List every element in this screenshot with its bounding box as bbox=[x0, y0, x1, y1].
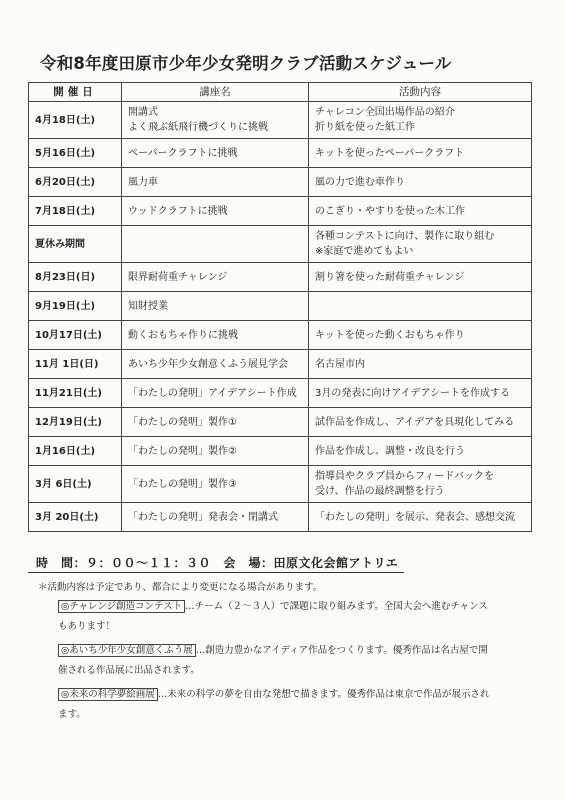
course-name-line: 「わたしの発明」製作① bbox=[128, 416, 237, 428]
activity-content bbox=[309, 350, 532, 379]
activity-content bbox=[309, 292, 532, 321]
course-name-line: 「わたしの発明」アイデアシート作成 bbox=[128, 387, 297, 399]
table-row bbox=[29, 292, 532, 321]
activity-content bbox=[309, 102, 532, 139]
activity-content-line: 「わたしの発明」を展示、発表会、感想交流 bbox=[315, 511, 515, 523]
contest-text-cont: 催される作品展に出品されます。 bbox=[58, 665, 200, 676]
course-name bbox=[122, 379, 309, 408]
course-name-line: 「わたしの発明」発表会・閉講式 bbox=[128, 511, 278, 523]
header-course: 講座名 bbox=[122, 83, 309, 102]
activity-content-line: 受け、作品の最終調整を行う bbox=[315, 486, 445, 497]
contest-text-cont: もあります！ bbox=[58, 621, 116, 632]
schedule-date: 3月 6日(土) bbox=[29, 466, 122, 503]
schedule-date: 夏休み期間 bbox=[29, 226, 122, 263]
activity-content bbox=[309, 139, 532, 168]
schedule-table bbox=[28, 82, 532, 532]
footer-info bbox=[28, 552, 538, 725]
activity-content-line: 名古屋市内 bbox=[315, 358, 365, 370]
contest-description bbox=[58, 685, 538, 725]
table-row bbox=[29, 102, 532, 139]
course-name-line: 限界耐荷重チャレンジ bbox=[128, 271, 228, 283]
table-row bbox=[29, 226, 532, 263]
activity-content-line: ※家庭で進めてもよい bbox=[315, 246, 414, 257]
activity-content-line: 試作品を作成し、アイデアを具現化してみる bbox=[315, 416, 515, 428]
activity-content bbox=[309, 197, 532, 226]
course-name-line: 「わたしの発明」製作② bbox=[128, 445, 237, 457]
course-name-line: ウッドクラフトに挑戦 bbox=[128, 205, 228, 217]
table-row bbox=[29, 168, 532, 197]
activity-content-line: 3月の発表に向けアイデアシートを作成する bbox=[315, 387, 511, 399]
activity-content-line: チャレコン全国出場作品の紹介 bbox=[315, 107, 455, 118]
contest-description bbox=[58, 641, 538, 681]
contest-text-cont: ます。 bbox=[58, 709, 86, 720]
table-row bbox=[29, 263, 532, 292]
contest-description bbox=[58, 597, 538, 637]
activity-content bbox=[309, 263, 532, 292]
table-row bbox=[29, 408, 532, 437]
activity-content bbox=[309, 321, 532, 350]
course-name bbox=[122, 168, 309, 197]
activity-content bbox=[309, 437, 532, 466]
schedule-date: 7月18日(土) bbox=[29, 197, 122, 226]
header-date: 開催日 bbox=[29, 83, 122, 102]
activity-content-line: 作品を作成し、調整・改良を行う bbox=[315, 445, 465, 457]
schedule-date: 4月18日(土) bbox=[29, 102, 122, 139]
activity-content bbox=[309, 379, 532, 408]
schedule-date: 5月16日(土) bbox=[29, 139, 122, 168]
course-name bbox=[122, 408, 309, 437]
schedule-date: 10月17日(土) bbox=[29, 321, 122, 350]
course-name bbox=[122, 102, 309, 139]
activity-content-line: 割り箸を使った耐荷重チャレンジ bbox=[315, 271, 465, 283]
table-row bbox=[29, 197, 532, 226]
contest-text: …創造力豊かなアイディア作品をつくります。優秀作品は名古屋で開 bbox=[195, 645, 488, 656]
course-name bbox=[122, 139, 309, 168]
course-name-line: 動くおもちゃ作りに挑戦 bbox=[128, 329, 238, 341]
contest-name: ◎チャレンジ創造コンテスト bbox=[58, 600, 185, 613]
course-name bbox=[122, 503, 309, 532]
activity-content-line: 指導員やクラブ員からフィードバックを bbox=[315, 471, 494, 482]
contest-text: …未来の科学の夢を自由な発想で描きます。優秀作品は東京で作品が展示され bbox=[157, 689, 490, 700]
activity-content-line: のこぎり・やすりを使った木工作 bbox=[315, 205, 465, 217]
course-name-line: 開講式 bbox=[128, 107, 158, 118]
activity-content bbox=[309, 226, 532, 263]
course-name-line: 風力車 bbox=[128, 176, 158, 188]
table-row bbox=[29, 379, 532, 408]
activity-content bbox=[309, 503, 532, 532]
activity-content-line: 風の力で進む車作り bbox=[315, 176, 405, 188]
table-row bbox=[29, 350, 532, 379]
course-name-line: よく飛ぶ紙飛行機づくりに挑戦 bbox=[128, 122, 268, 133]
table-row bbox=[29, 503, 532, 532]
table-header-row bbox=[29, 83, 532, 102]
activity-content bbox=[309, 466, 532, 503]
activity-content-line: 各種コンテストに向け、製作に取り組む bbox=[315, 231, 495, 242]
schedule-date: 9月19日(土) bbox=[29, 292, 122, 321]
course-name-line: あいち少年少女創意くふう展見学会 bbox=[128, 358, 288, 370]
schedule-date: 3月 20日(土) bbox=[29, 503, 122, 532]
schedule-date: 8月23日(日) bbox=[29, 263, 122, 292]
contest-text: …チーム（２～３人）で課題に取り組みます。全国大会へ進むチャンス bbox=[185, 601, 488, 612]
activity-content bbox=[309, 168, 532, 197]
schedule-date: 11月21日(土) bbox=[29, 379, 122, 408]
course-name bbox=[122, 437, 309, 466]
course-name bbox=[122, 263, 309, 292]
table-row bbox=[29, 437, 532, 466]
contest-name: ◎未来の科学夢絵画展 bbox=[58, 688, 158, 701]
course-name bbox=[122, 197, 309, 226]
time-place: 時 間：９：００～１１：３０ 会 場：田原文化会館アトリエ bbox=[28, 554, 404, 573]
course-name-line: 知財授業 bbox=[128, 300, 168, 312]
schedule-date: 11月 1日(日) bbox=[29, 350, 122, 379]
schedule-date: 1月16日(土) bbox=[29, 437, 122, 466]
table-row bbox=[29, 139, 532, 168]
course-name bbox=[122, 321, 309, 350]
course-name bbox=[122, 226, 309, 263]
table-row bbox=[29, 321, 532, 350]
schedule-date: 6月20日(土) bbox=[29, 168, 122, 197]
activity-content-line: 折り紙を使った紙工作 bbox=[315, 122, 415, 133]
course-name-line: 「わたしの発明」製作③ bbox=[128, 478, 237, 490]
course-name bbox=[122, 350, 309, 379]
page-title: 令和8年度田原市少年少女発明クラブ活動スケジュール bbox=[40, 54, 452, 73]
activity-content bbox=[309, 408, 532, 437]
activity-content-line: キットを使った動くおもちゃ作り bbox=[315, 329, 465, 341]
activity-content-line: キットを使ったペーパークラフト bbox=[315, 147, 465, 159]
course-name bbox=[122, 466, 309, 503]
header-activity: 活動内容 bbox=[309, 83, 532, 102]
note: ＊活動内容は予定であり、都合により変更になる場合があります。 bbox=[38, 582, 323, 593]
schedule-date: 12月19日(土) bbox=[29, 408, 122, 437]
course-name-line: ペーパークラフトに挑戦 bbox=[128, 147, 238, 159]
table-row bbox=[29, 466, 532, 503]
contest-name: ◎あいち少年少女創意くふう展 bbox=[58, 644, 196, 657]
course-name bbox=[122, 292, 309, 321]
